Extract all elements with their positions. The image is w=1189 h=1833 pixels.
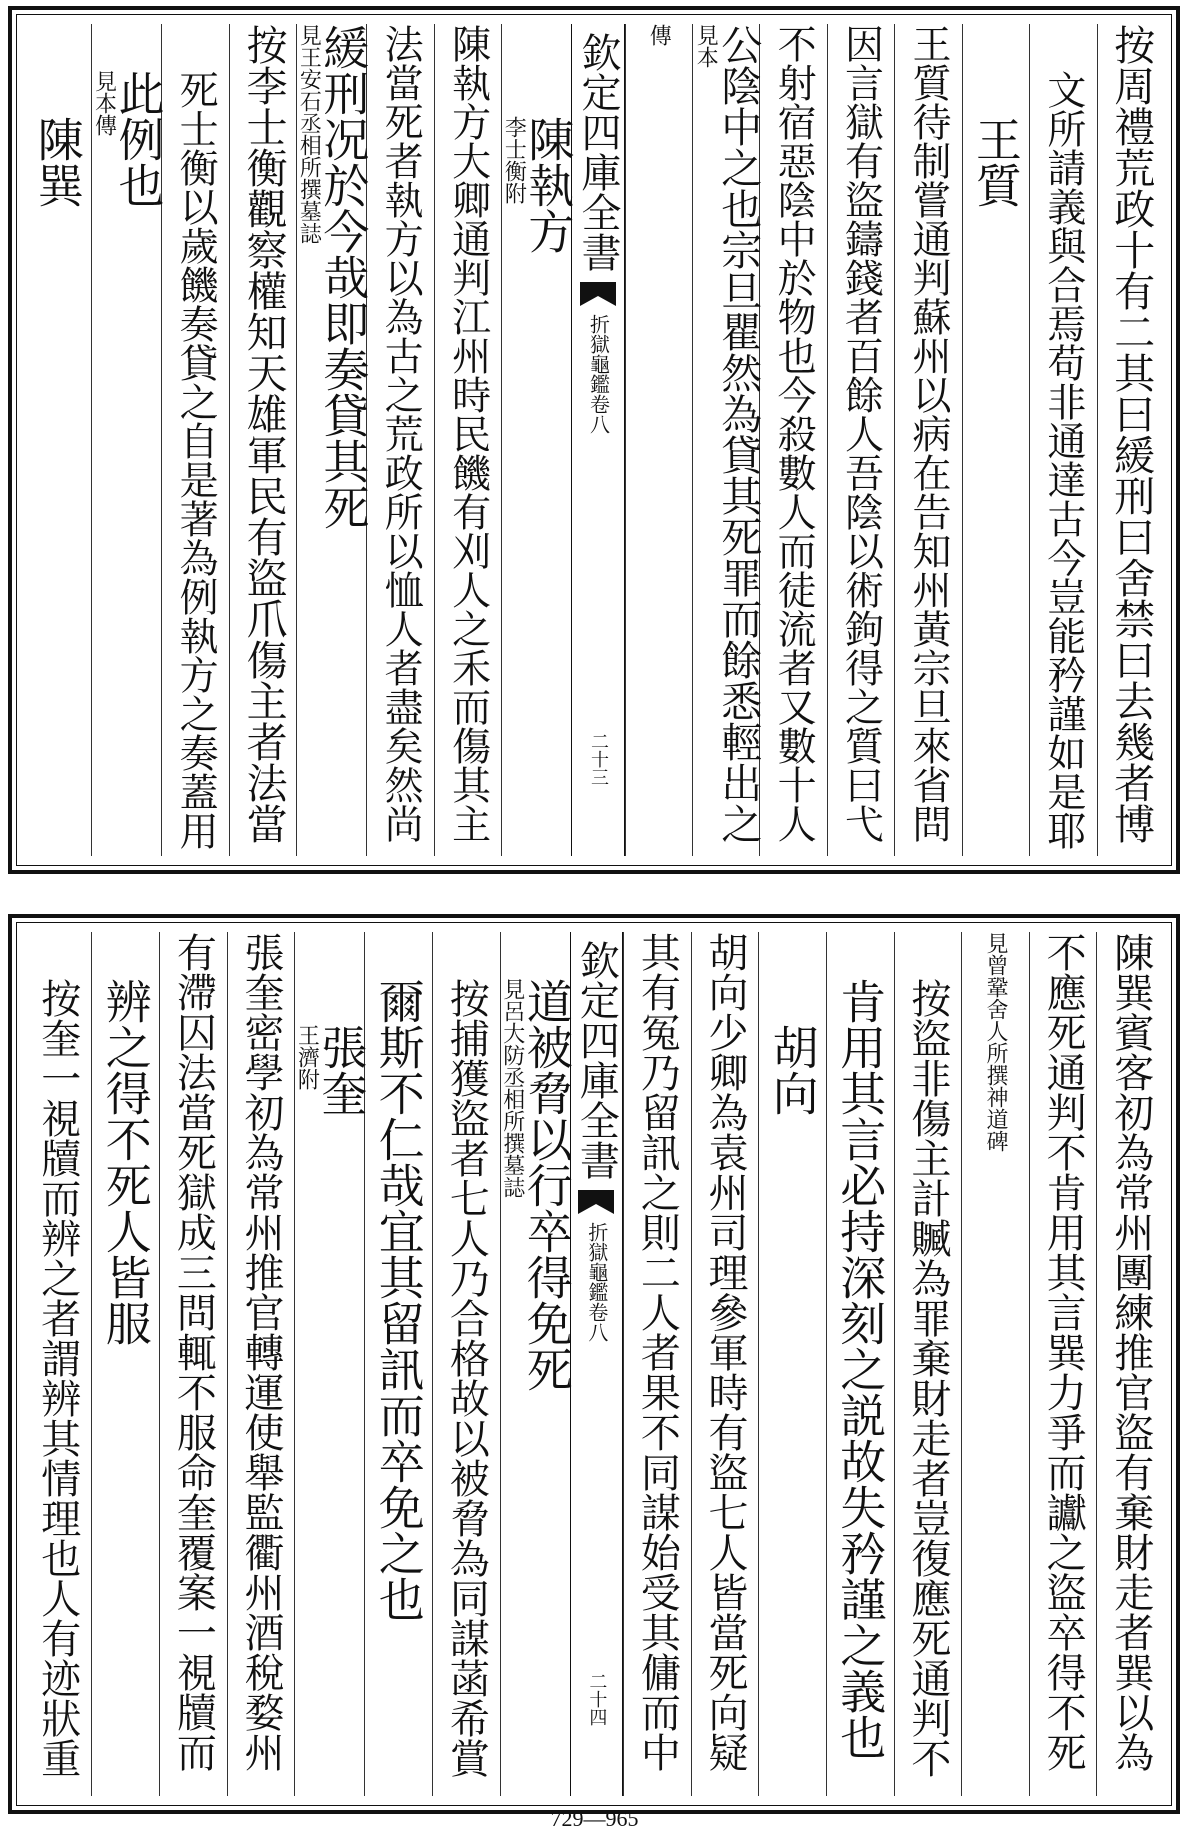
- text-column: [227, 932, 295, 1796]
- annotation-note: 見本: [693, 24, 719, 68]
- main-text: 法當死者執方以為古之荒政所以恤人者盡矣然尚: [378, 24, 424, 843]
- text-column: [826, 932, 894, 1796]
- main-text: 有滯囚法當死獄成三問輒不服命奎覆案一視牘而: [170, 932, 217, 1772]
- column-line: [173, 24, 219, 856]
- text-column: [1029, 932, 1097, 1796]
- text-column: [161, 24, 228, 856]
- column-line: [445, 24, 491, 856]
- main-text: 緩刑况於今哉即奏貸其死: [316, 24, 371, 530]
- column-line: [239, 24, 288, 856]
- column-line: [833, 932, 888, 1796]
- main-text: 按周禮荒政十有二其曰緩刑曰舍禁曰去幾者博: [1107, 24, 1156, 844]
- main-text: 張奎密學初為常州推官轉運使舉監衢州酒稅婺州: [238, 932, 284, 1772]
- text-column: [691, 932, 759, 1796]
- annotation-note: 見本傳: [91, 70, 117, 136]
- main-text: 按李士衡觀察權知天雄軍民有盜爪傷主者法當: [239, 24, 288, 844]
- center-fold-header: [570, 932, 623, 1796]
- main-text: 辨之得不死人皆服: [98, 978, 153, 1346]
- column-line: [499, 932, 574, 1796]
- column-line: [984, 932, 1007, 1796]
- main-text: 此例也: [111, 70, 166, 208]
- text-column: [894, 24, 961, 856]
- section-heading: 張奎: [314, 1024, 369, 1116]
- column-line: [634, 932, 681, 1796]
- text-column: [1029, 24, 1096, 856]
- main-text: 肯用其言必持深刻之説故失矜謹之義也: [833, 978, 888, 1760]
- text-column: [229, 24, 296, 856]
- text-column: [692, 24, 763, 856]
- column-line: [501, 24, 576, 856]
- main-text: 爾斯不仁哉宜其留訊而卒免之也: [371, 978, 426, 1622]
- text-column: [827, 24, 894, 856]
- text-column: [1096, 932, 1164, 1796]
- annotation-note: 傳: [646, 24, 672, 46]
- leaf-number: 二十三: [587, 732, 609, 786]
- column-line: [91, 24, 166, 856]
- center-fold-header: [571, 24, 624, 856]
- book-title: 折獄龜鑑: [586, 314, 611, 394]
- volume-label: 卷八: [586, 394, 611, 434]
- column-line: [170, 932, 217, 1796]
- collection-title: 欽定四庫全書: [573, 940, 620, 1180]
- text-column: [91, 24, 166, 856]
- text-column: [499, 932, 574, 1796]
- column-line: [98, 932, 153, 1796]
- text-column: [24, 932, 91, 1796]
- text-column: [24, 24, 91, 856]
- section-heading: 胡向: [765, 1024, 820, 1116]
- section-heading: 陳巽: [30, 116, 85, 208]
- text-column: [364, 932, 432, 1796]
- main-text: 其有冤乃留訊之則二人者果不同謀始受其傭而中: [634, 932, 681, 1772]
- main-text: 王質待制嘗通判蘇州以病在告知州黃宗旦來省問: [905, 24, 951, 843]
- column-line: [371, 932, 426, 1796]
- column-line: [1040, 24, 1086, 856]
- text-column: [366, 24, 433, 856]
- column-line: [771, 24, 817, 856]
- annotation-note: 見呂大防丞相所撰墓誌: [499, 978, 525, 1198]
- column-line: [294, 932, 369, 1796]
- column-line: [1040, 932, 1087, 1796]
- section-heading: 王質: [968, 116, 1023, 208]
- collection-title: 欽定四庫全書: [574, 32, 621, 272]
- fishtail-mark-icon: [576, 1188, 616, 1216]
- column-line: [693, 24, 763, 856]
- main-text: 道被脅以行卒得免死: [519, 978, 574, 1392]
- main-text: 按奎一視牘而辨之者謂辨其情理也人有迹狀重: [34, 978, 81, 1778]
- column-line: [1107, 24, 1156, 856]
- main-text: 公陰中之也宗旦瞿然為貸其死罪而餘悉輕出之: [714, 24, 763, 844]
- main-text: 胡向少卿為袁州司理參軍時有盜七人皆當死向疑: [701, 932, 748, 1772]
- upper-page-columns: [24, 24, 1164, 856]
- volume-label: 卷八: [584, 1302, 609, 1342]
- text-column: [625, 24, 692, 856]
- text-column: [758, 932, 826, 1796]
- annotation-note: 李士衡附: [501, 116, 527, 204]
- annotation-note: 見曾鞏舍人所撰神道碑: [982, 932, 1008, 1152]
- text-column: [894, 932, 962, 1796]
- text-column: [296, 24, 371, 856]
- lower-page: [8, 914, 1180, 1814]
- column-line: [378, 24, 424, 856]
- text-column: [501, 24, 576, 856]
- text-column: [294, 932, 369, 1796]
- column-line: [905, 24, 951, 856]
- text-column: [159, 932, 227, 1796]
- upper-page: [8, 6, 1180, 874]
- text-column: [623, 932, 691, 1796]
- text-column: [759, 24, 826, 856]
- main-text: 死士衡以歲饑奏貸之自是著為例執方之奏蓋用: [173, 70, 219, 850]
- column-line: [443, 932, 490, 1796]
- text-column: [1097, 24, 1164, 856]
- main-text: 因言獄有盜鑄錢者百餘人吾陰以術鉤得之質曰弋: [838, 24, 884, 843]
- column-line: [904, 932, 951, 1796]
- column-line: [838, 24, 884, 856]
- text-column: [962, 24, 1029, 856]
- annotation-note: 王濟附: [294, 1024, 320, 1090]
- column-line: [296, 24, 371, 856]
- text-column: [434, 24, 501, 856]
- text-column: [432, 932, 500, 1796]
- leaf-number: 二十四: [586, 1672, 608, 1726]
- column-line: [701, 932, 748, 1796]
- book-title: 折獄龜鑑: [584, 1222, 609, 1302]
- main-text: 按捕獲盜者七人乃合格故以被脅為同謀菡希賞: [443, 978, 490, 1778]
- main-text: 陳執方大卿通判江州時民饑有刈人之禾而傷其主: [445, 24, 491, 843]
- annotation-note: 見王安石丞相所撰墓誌: [296, 24, 322, 244]
- text-column: [91, 932, 159, 1796]
- main-text: 陳巽賓客初為常州團練推官盜有棄財走者巽以為: [1107, 932, 1154, 1772]
- column-line: [765, 932, 820, 1796]
- main-text: 文所請義與合焉苟非通達古今豈能矜謹如是耶: [1040, 70, 1086, 850]
- column-line: [968, 24, 1023, 856]
- column-line: [238, 932, 284, 1796]
- main-text: 不應死通判不肯用其言巽力爭而讞之盜卒得不死: [1040, 932, 1087, 1772]
- column-line: [30, 24, 85, 856]
- section-heading: 陳執方: [521, 116, 576, 254]
- main-text: 不射宿惡陰中於物也今殺數人而徒流者又數十人: [771, 24, 817, 843]
- fishtail-mark-icon: [578, 280, 618, 308]
- main-text: 按盜非傷主計贓為罪棄財走者豈復應死通判不: [904, 978, 951, 1778]
- column-line: [647, 24, 670, 856]
- text-column: [961, 932, 1029, 1796]
- lower-page-columns: [24, 932, 1164, 1796]
- column-line: [34, 932, 81, 1796]
- column-line: [1107, 932, 1154, 1796]
- page-number: 729—965: [550, 1806, 639, 1831]
